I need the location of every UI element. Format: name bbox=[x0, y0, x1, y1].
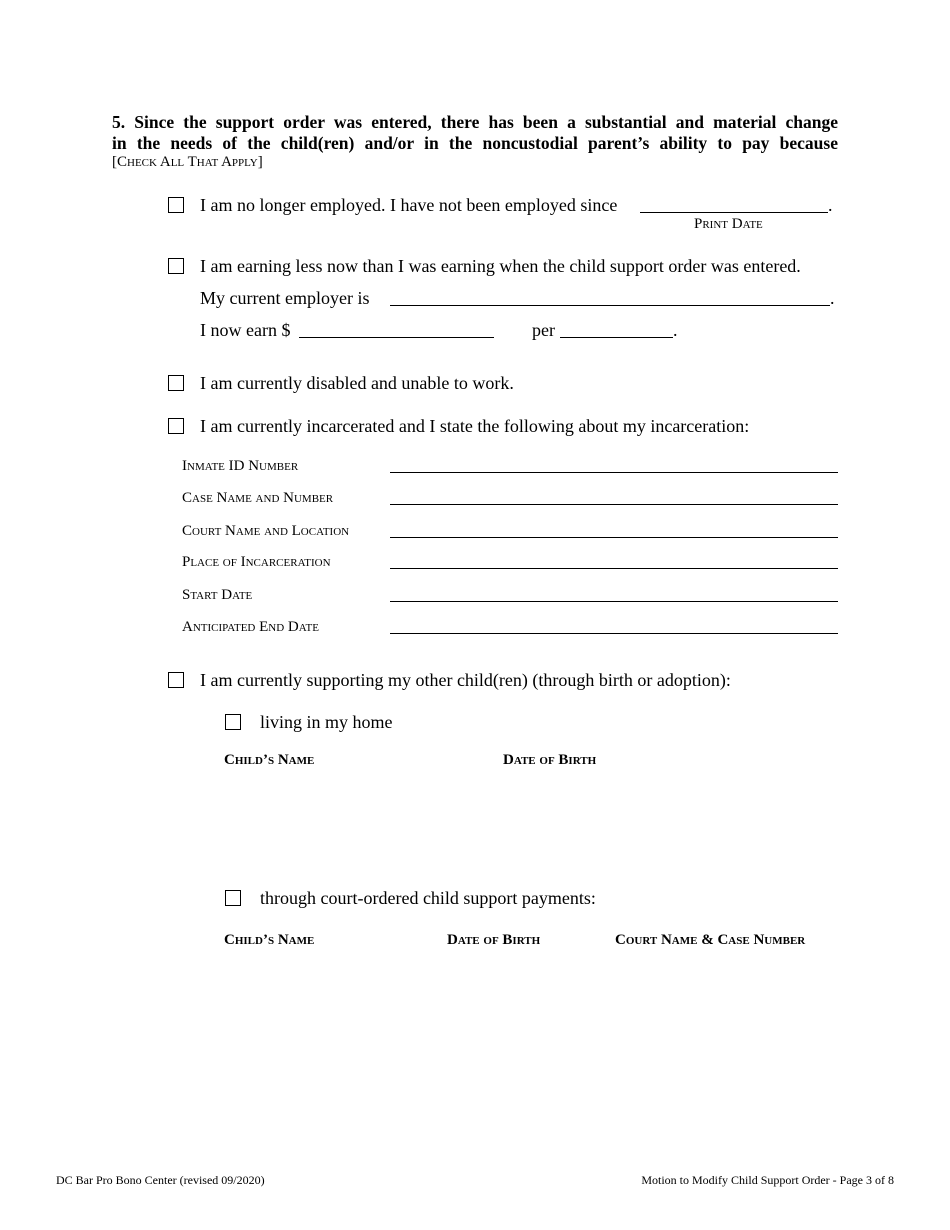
period-mark: . bbox=[828, 195, 833, 215]
living-home-dob-header: Date of Birth bbox=[503, 752, 597, 768]
footer-right: Motion to Modify Child Support Order - Page 3 of 8 bbox=[641, 1173, 894, 1187]
start-date-label: Start Date bbox=[182, 587, 253, 603]
section-heading bbox=[112, 112, 838, 154]
place-of-incarceration-field[interactable] bbox=[390, 568, 838, 569]
period-mark: . bbox=[673, 320, 678, 340]
footer-left: DC Bar Pro Bono Center (revised 09/2020) bbox=[56, 1173, 265, 1187]
start-date-field[interactable] bbox=[390, 601, 838, 602]
disabled-checkbox[interactable] bbox=[168, 375, 184, 391]
incarcerated-checkbox[interactable] bbox=[168, 418, 184, 434]
per-label: per bbox=[532, 320, 555, 340]
place-of-incarceration-label: Place of Incarceration bbox=[182, 554, 331, 570]
living-in-home-checkbox[interactable] bbox=[225, 714, 241, 730]
court-name-location-label: Court Name and Location bbox=[182, 523, 350, 539]
earnings-period-field[interactable] bbox=[560, 337, 673, 338]
supporting-children-text: I am currently supporting my other child(ren) (through birth or adoption): bbox=[200, 670, 731, 690]
check-all-instruction: [Check All That Apply] bbox=[112, 154, 263, 170]
unemployed-text: I am no longer employed. I have not been employed since bbox=[200, 195, 618, 215]
print-date-caption: Print Date bbox=[694, 216, 763, 232]
inmate-id-field[interactable] bbox=[390, 472, 838, 473]
incarcerated-text: I am currently incarcerated and I state the following about my incarceration: bbox=[200, 416, 750, 436]
court-name-location-field[interactable] bbox=[390, 537, 838, 538]
court-ordered-dob-header: Date of Birth bbox=[447, 932, 541, 948]
court-ordered-child-name-header: Child’s Name bbox=[224, 932, 315, 948]
living-home-child-name-header: Child’s Name bbox=[224, 752, 315, 768]
unemployed-checkbox[interactable] bbox=[168, 197, 184, 213]
earning-less-text: I am earning less now than I was earning when the child support order was entered. bbox=[200, 256, 801, 276]
anticipated-end-date-label: Anticipated End Date bbox=[182, 619, 319, 635]
living-in-home-text: living in my home bbox=[260, 712, 393, 732]
current-employer-label: My current employer is bbox=[200, 288, 370, 308]
earnings-amount-field[interactable] bbox=[299, 337, 494, 338]
inmate-id-label: Inmate ID Number bbox=[182, 458, 299, 474]
case-name-number-field[interactable] bbox=[390, 504, 838, 505]
earning-less-checkbox[interactable] bbox=[168, 258, 184, 274]
court-ordered-text: through court-ordered child support payments: bbox=[260, 888, 596, 908]
court-ordered-checkbox[interactable] bbox=[225, 890, 241, 906]
supporting-children-checkbox[interactable] bbox=[168, 672, 184, 688]
case-name-number-label: Case Name and Number bbox=[182, 490, 334, 506]
now-earn-label: I now earn $ bbox=[200, 320, 291, 340]
period-mark: . bbox=[830, 288, 835, 308]
court-ordered-court-case-header: Court Name & Case Number bbox=[615, 932, 806, 948]
unemployed-since-date-field[interactable] bbox=[640, 212, 828, 213]
anticipated-end-date-field[interactable] bbox=[390, 633, 838, 634]
current-employer-field[interactable] bbox=[390, 305, 830, 306]
section-heading-line-2: in the needs of the child(ren) and/or in the noncustodial parent’s ability to pay because bbox=[112, 133, 838, 153]
disabled-text: I am currently disabled and unable to work. bbox=[200, 373, 514, 393]
section-heading-line-1: 5. Since the support order was entered, there has been a substantial and material change bbox=[112, 112, 838, 132]
